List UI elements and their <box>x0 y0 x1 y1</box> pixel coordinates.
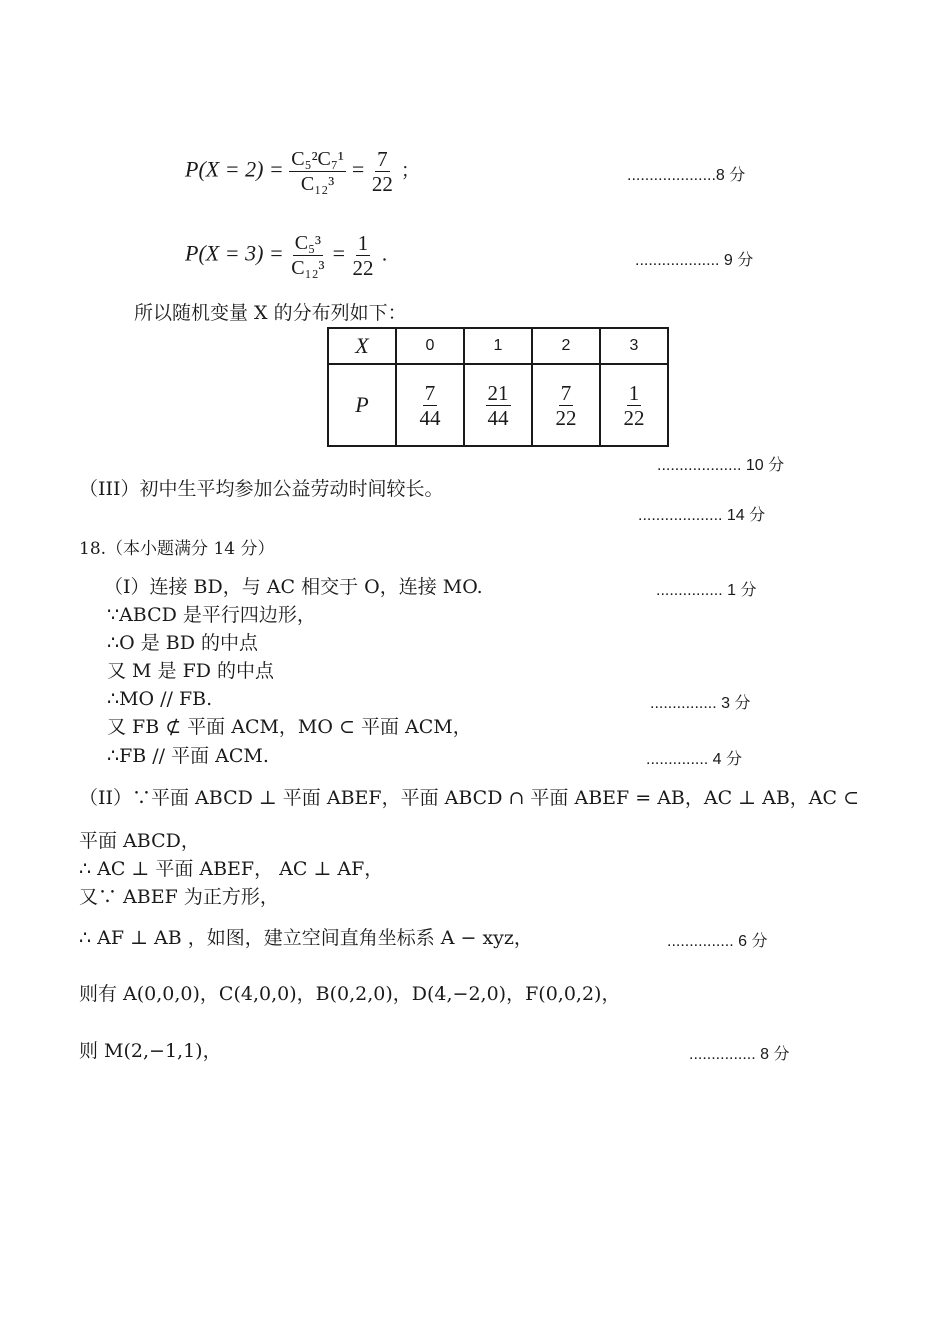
score-mark-9: ................... 9 分 <box>635 252 754 269</box>
p1-line1: （Ⅰ）连接 BD，与 AC 相交于 O，连接 MO. <box>104 576 483 598</box>
distribution-intro: 所以随机变量 X 的分布列如下： <box>134 302 407 324</box>
p1-line3: ∴O 是 BD 的中点 <box>107 632 258 654</box>
score-mark-8: ....................8 分 <box>627 167 746 184</box>
fraction-combination: $\frac{\text{C₅²C₇¹}}{\text{C₁₂³}}$ <box>291 148 344 195</box>
table-cell: P <box>328 364 396 446</box>
score-mark-4: .............. 4 分 <box>646 751 743 768</box>
table-cell: X <box>328 328 396 364</box>
formula-lhs: P(X = 2) = <box>185 156 290 182</box>
p1-line7: ∴FB // 平面 ACM. <box>107 745 269 767</box>
table-cell: 0 <box>396 328 464 364</box>
formula-px3: P(X = 3) = $\frac{\text{C₅³}}{\text{C₁₂³}}$ = $\frac{1}{22}$ . <box>185 231 388 280</box>
p1-line2: ∵ABCD 是平行四边形， <box>107 604 316 626</box>
table-cell: $\frac{7}{44}$ <box>396 364 464 446</box>
p2-line7: 则 M(2,−1,1)， <box>79 1040 222 1062</box>
p1-line5: ∴MO // FB. <box>107 688 213 710</box>
score-mark-8b: ............... 8 分 <box>689 1046 790 1063</box>
table-cell: 2 <box>532 328 600 364</box>
formula-lhs: P(X = 3) = <box>185 240 290 266</box>
part3-answer: （III）初中生平均参加公益劳动时间较长。 <box>79 478 444 500</box>
p2-line5: ∴ AF ⊥ AB ，如图，建立空间直角坐标系 A − xyz， <box>79 927 533 949</box>
score-mark-14: ................... 14 分 <box>638 507 766 524</box>
table-cell: $\frac{21}{44}$ <box>464 364 532 446</box>
p2-line3: ∴ AC ⊥ 平面 ABEF， AC ⊥ AF， <box>79 858 384 880</box>
table-cell: $\frac{7}{22}$ <box>532 364 600 446</box>
fraction-value: $\frac{7}{22}$ <box>371 147 393 196</box>
fraction-value: $\frac{1}{22}$ <box>352 231 374 280</box>
table-cell: 3 <box>600 328 668 364</box>
table-row <box>328 364 668 446</box>
table-cell: 1 <box>464 328 532 364</box>
score-mark-6: ............... 6 分 <box>667 933 768 950</box>
table-cell: $\frac{1}{22}$ <box>600 364 668 446</box>
score-mark-3: ............... 3 分 <box>650 695 751 712</box>
p2-line1: （II）∵平面 ABCD ⊥ 平面 ABEF，平面 ABCD ∩ 平面 ABEF = AB，AC ⊥ AB，AC ⊂ <box>79 787 859 809</box>
p2-line2: 平面 ABCD， <box>79 830 200 852</box>
score-mark-10: ................... 10 分 <box>657 457 785 474</box>
p2-line4: 又∵ ABEF 为正方形， <box>79 886 279 908</box>
formula-px2: P(X = 2) = $\frac{\text{C₅²C₇¹}}{\text{C₁₂³}}$ = $\frac{7}{22}$ ； <box>185 147 420 196</box>
p1-line4: 又 M 是 FD 的中点 <box>107 660 275 682</box>
fraction-combination: $\frac{\text{C₅³}}{\text{C₁₂³}}$ <box>291 232 325 279</box>
score-mark-1: ............... 1 分 <box>656 582 757 599</box>
p1-line6: 又 FB ⊄ 平面 ACM，MO ⊂ 平面 ACM， <box>107 716 472 738</box>
distribution-table <box>327 327 669 447</box>
p2-line6: 则有 A(0,0,0)，C(4,0,0)，B(0,2,0)，D(4,−2,0)，F(0,0,2)， <box>79 983 621 1005</box>
question-18-title: 18.（本小题满分 14 分） <box>79 539 275 559</box>
table-header-row <box>328 328 668 364</box>
